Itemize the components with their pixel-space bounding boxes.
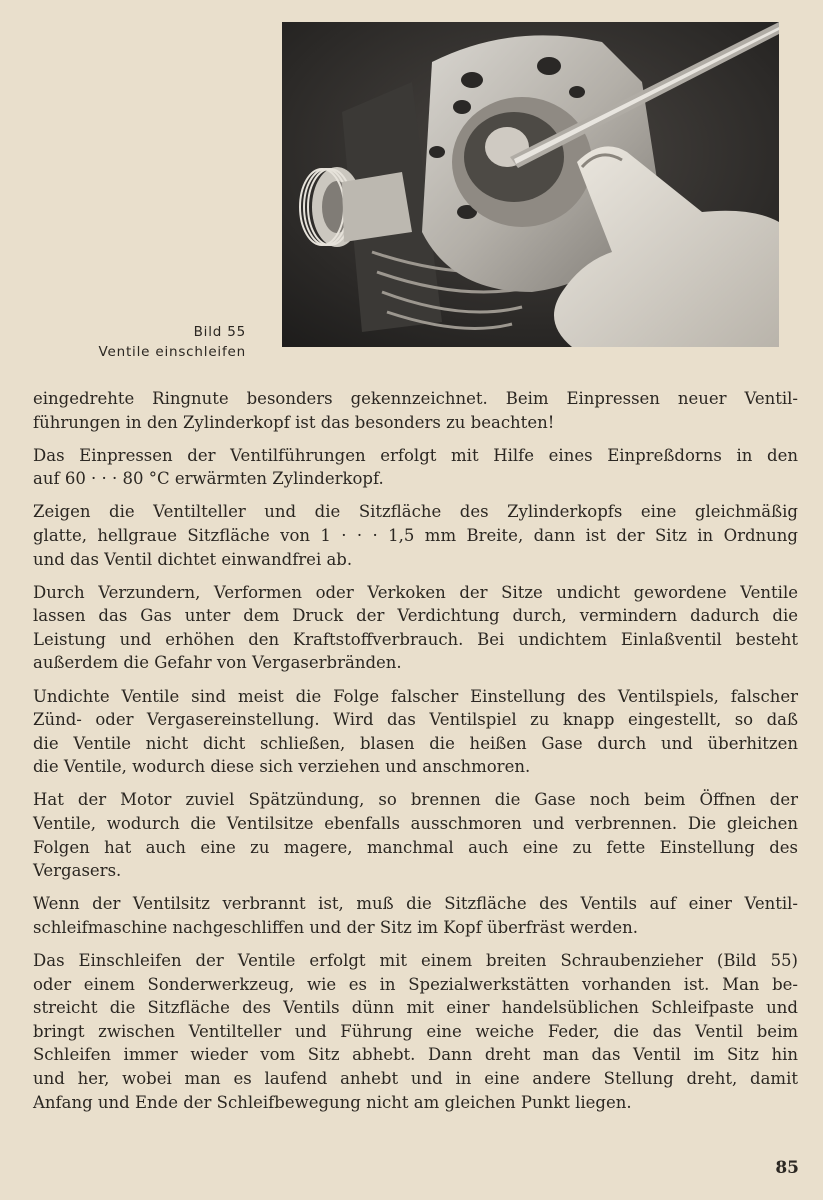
paragraph-line: Wenn der Ventilsitz verbrannt ist, muß die Sitzfläche des Ventils auf einer Ventil- <box>33 894 798 914</box>
paragraph-line: oder einem Sonderwerkzeug, wie es in Spezialwerkstätten vorhanden ist. Man be- <box>33 974 798 994</box>
page-number: 85 <box>775 1158 799 1178</box>
cylinder-head-photo-icon <box>282 22 779 347</box>
paragraph-line: Ventile, wodurch die Ventilsitze ebenfalls ausschmoren und verbrennen. Die gleichen <box>33 814 798 833</box>
figure-caption-text: Ventile einschleifen <box>98 344 246 360</box>
paragraph-line: Schleifen immer wieder vom Sitz abhebt. Dann dreht man das Ventil im Sitz hin <box>33 1045 798 1065</box>
paragraph-line: führungen in den Zylinderkopf ist das besonders zu beachten! <box>33 412 555 432</box>
figure-photo <box>282 22 779 347</box>
paragraph-line: Vergasers. <box>33 861 122 881</box>
paragraph-line: Zünd- oder Vergasereinstellung. Wird das Ventilspiel zu knapp eingestellt, so daß <box>33 710 798 730</box>
paragraph-line: bringt zwischen Ventilteller und Führung eine weiche Feder, die das Ventil beim <box>33 1021 798 1041</box>
paragraph-line: Anfang und Ende der Schleifbewegung nicht am gleichen Punkt liegen. <box>33 1092 632 1112</box>
paragraph-line: Leistung und erhöhen den Kraftstoffverbrauch. Bei undichtem Einlaßventil besteht <box>33 629 798 649</box>
paragraph-line: die Ventile, wodurch diese sich verziehen und anschmoren. <box>33 757 531 777</box>
paragraph-line: Hat der Motor zuviel Spätzündung, so brennen die Gase noch beim Öffnen der <box>33 790 798 810</box>
paragraph-line: glatte, hellgraue Sitzfläche von 1 · · · 1,5 mm Breite, dann ist der Sitz in Ordnung <box>33 525 798 545</box>
paragraph-line: und her, wobei man es laufend anhebt und in eine andere Stellung dreht, damit <box>33 1068 798 1088</box>
paragraph-line: Zeigen die Ventilteller und die Sitzfläche des Zylinderkopfs eine gleichmäßig <box>33 502 798 522</box>
body-text <box>33 387 798 1124</box>
paragraph-line: Das Einschleifen der Ventile erfolgt mit einem breiten Schraubenzieher (Bild 55) <box>33 950 798 970</box>
paragraph-line: Folgen hat auch eine zu magere, manchmal auch eine zu fette Einstellung des <box>33 837 798 857</box>
paragraph-line: und das Ventil dichtet einwandfrei ab. <box>33 549 353 569</box>
paragraph-line: auf 60 · · · 80 °C erwärmten Zylinderkopf. <box>33 469 384 489</box>
paragraph-line: schleifmaschine nachgeschliffen und der Sitz im Kopf überfräst werden. <box>33 917 638 937</box>
paragraph-line: Das Einpressen der Ventilführungen erfolgt mit Hilfe eines Einpreßdorns in den <box>33 445 798 465</box>
paragraph-line: die Ventile nicht dicht schließen, blasen die heißen Gase durch und überhitzen <box>33 733 798 753</box>
figure-label: Bild 55 <box>193 324 246 340</box>
figure-caption <box>60 322 246 362</box>
paragraph-line: streicht die Sitzfläche des Ventils dünn mit einer handelsüblichen Schleifpaste und <box>33 998 798 1018</box>
paragraph-line: Undichte Ventile sind meist die Folge falscher Einstellung des Ventilspiels, falscher <box>33 686 798 706</box>
paragraph-line: lassen das Gas unter dem Druck der Verdichtung durch, vermindern dadurch die <box>33 606 798 626</box>
paragraph-line: außerdem die Gefahr von Vergaserbränden. <box>33 653 402 673</box>
paragraph-line: eingedrehte Ringnute besonders gekennzeichnet. Beim Einpressen neuer Ventil- <box>33 389 798 408</box>
paragraph-line: Durch Verzundern, Verformen oder Verkoken der Sitze undicht gewordene Ventile <box>33 582 798 602</box>
